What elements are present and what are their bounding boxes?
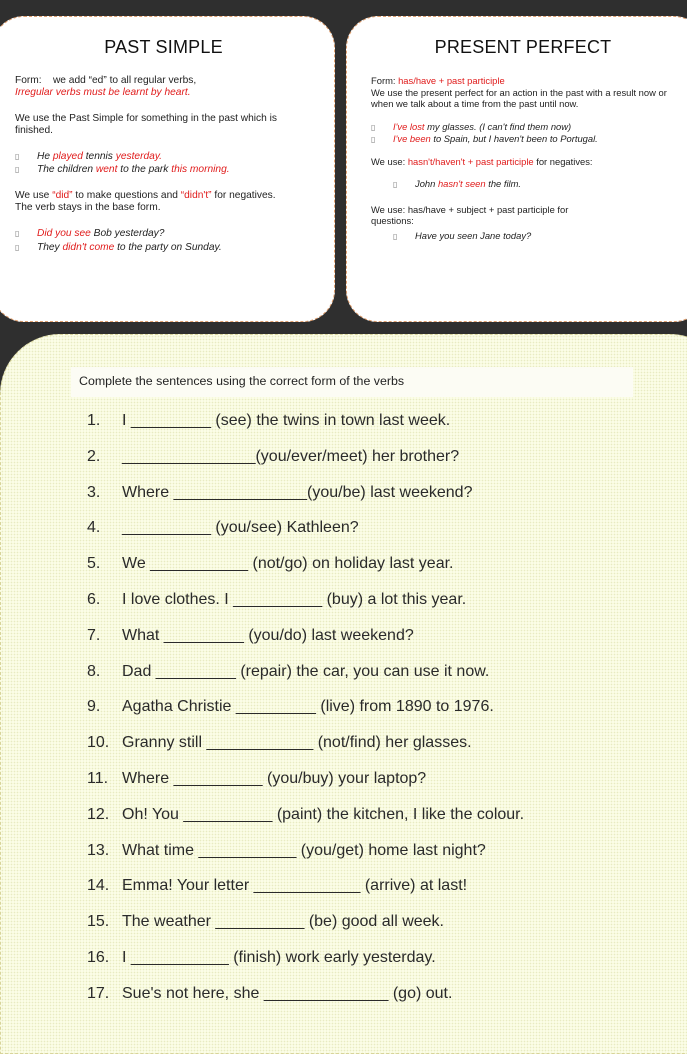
exercise-item-text: What _________ (you/do) last weekend?: [122, 626, 414, 644]
exercise-item-text: Where _______________(you/be) last weekend?: [122, 483, 473, 501]
exercise-item: [87, 626, 524, 662]
exercise-item-text: Dad _________ (repair) the car, you can use it now.: [122, 662, 490, 680]
exercise-item-number: 17.: [87, 984, 110, 1002]
exercise-item-text: The weather __________ (be) good all week.: [122, 913, 444, 931]
exercise-item-text: Oh! You __________ (paint) the kitchen, I like the colour.: [122, 805, 525, 823]
bullet-icon: ▯: [15, 243, 20, 252]
exercise-item-number: 2.: [87, 447, 101, 465]
exercise-item-number: 11.: [87, 769, 109, 787]
exercise-list: [87, 411, 524, 1020]
exercise-item: [87, 841, 524, 877]
bullet-icon: ▯: [393, 180, 398, 189]
exercise-item-number: 1.: [87, 412, 101, 429]
instruction-text: Complete the sentences using the correct form of the verbs: [71, 367, 633, 397]
present-perfect-example-2: ▯ I've been to Spain, but I haven't been to Portugal.: [371, 133, 598, 144]
exercise-item: [87, 733, 524, 769]
exercise-item: [87, 769, 524, 805]
bullet-icon: ▯: [371, 122, 376, 132]
exercise-item-text: __________ (you/see) Kathleen?: [122, 519, 359, 537]
exercise-item-number: 9.: [87, 698, 101, 716]
past-simple-example-2: ▯ The children went to the park this morning.: [15, 164, 230, 175]
exercise-item-number: 12.: [87, 805, 110, 823]
exercise-item-number: 6.: [87, 590, 101, 608]
exercise-item-number: 10.: [87, 734, 110, 752]
present-perfect-example-1: ▯ I've lost my glasses. (I can't find them now): [371, 120, 572, 132]
exercise-item-number: 13.: [87, 841, 110, 859]
exercise-item: [87, 697, 524, 733]
exercise-item-number: 3.: [87, 483, 101, 501]
exercise-item: [87, 662, 524, 698]
exercise-item-number: 16.: [87, 948, 110, 966]
exercise-item-text: Emma! Your letter ____________ (arrive) at last!: [122, 877, 468, 895]
exercise-item: [87, 948, 524, 984]
exercise-item-number: 4.: [87, 519, 101, 537]
exercise-item-text: We ___________ (not/go) on holiday last year.: [122, 555, 454, 573]
present-perfect-negatives: We use: hasn't/haven't + past participle for negatives:: [371, 155, 593, 167]
past-simple-example-1: ▯ He played tennis yesterday.: [15, 151, 162, 162]
exercise-item-text: What time ___________ (you/get) home last night?: [122, 841, 486, 859]
exercise-item: [87, 554, 524, 590]
exercise-item: [87, 447, 524, 483]
exercise-panel: [0, 334, 687, 1054]
exercise-item: [87, 876, 524, 912]
present-perfect-form: Form: has/have + past participle We use the present perfect for an action in the past with a result now or when we talk about a time from the past until now.: [371, 75, 667, 109]
exercise-item-text: Granny still ____________ (not/find) her glasses.: [122, 734, 472, 752]
exercise-item: [87, 984, 524, 1020]
exercise-item-text: Sue's not here, she ______________ (go) out.: [122, 984, 453, 1002]
past-simple-card: [0, 16, 335, 322]
exercise-item: [87, 411, 524, 447]
exercise-item: [87, 518, 524, 554]
exercise-item-text: Agatha Christie _________ (live) from 1890 to 1976.: [122, 698, 494, 716]
exercise-item-number: 5.: [87, 555, 101, 573]
exercise-item-text: _______________(you/ever/meet) her brother?: [122, 447, 460, 465]
exercise-item: [87, 483, 524, 519]
exercise-item: [87, 912, 524, 948]
exercise-item: [87, 805, 524, 841]
past-simple-questions: We use “did” to make questions and “didn't” for negatives. The verb stays in the base form.: [15, 190, 276, 213]
exercise-item-text: Where __________ (you/buy) your laptop?: [122, 769, 427, 787]
exercise-item-number: 14.: [87, 877, 110, 895]
irregular-note: Irregular verbs must be learnt by heart.: [15, 87, 191, 98]
exercise-item: [87, 590, 524, 626]
bullet-icon: ▯: [371, 135, 376, 144]
exercise-item-number: 8.: [87, 662, 101, 680]
exercise-item-number: 15.: [87, 913, 110, 931]
past-simple-form: Form: we add “ed” to all regular verbs, Irregular verbs must be learnt by heart.: [15, 75, 197, 98]
bullet-icon: ▯: [393, 231, 398, 241]
bullet-icon: ▯: [15, 229, 20, 238]
bullet-icon: ▯: [15, 152, 20, 161]
past-simple-example-3: ▯ Did you see Bob yesterday?: [15, 228, 165, 239]
bullet-icon: ▯: [15, 165, 20, 174]
present-perfect-example-3: ▯ John hasn't seen the film.: [393, 178, 522, 189]
present-perfect-title: PRESENT PERFECT: [434, 37, 612, 57]
past-simple-title: PAST SIMPLE: [104, 37, 223, 57]
past-simple-example-4: ▯ They didn't come to the party on Sunday.: [15, 242, 222, 253]
exercise-item-text: I _________ (see) the twins in town last week.: [122, 412, 451, 429]
present-perfect-card: [346, 16, 687, 322]
exercise-item-text: I love clothes. I __________ (buy) a lot this year.: [122, 590, 467, 608]
present-perfect-questions: We use: has/have + subject + past participle for questions:: [371, 203, 569, 226]
present-perfect-example-4: ▯ Have you seen Jane today?: [393, 229, 532, 241]
exercise-item-text: I ___________ (finish) work early yesterday.: [122, 948, 436, 966]
past-simple-use: We use the Past Simple for something in the past which is finished.: [15, 113, 277, 136]
exercise-item-number: 7.: [87, 626, 101, 644]
